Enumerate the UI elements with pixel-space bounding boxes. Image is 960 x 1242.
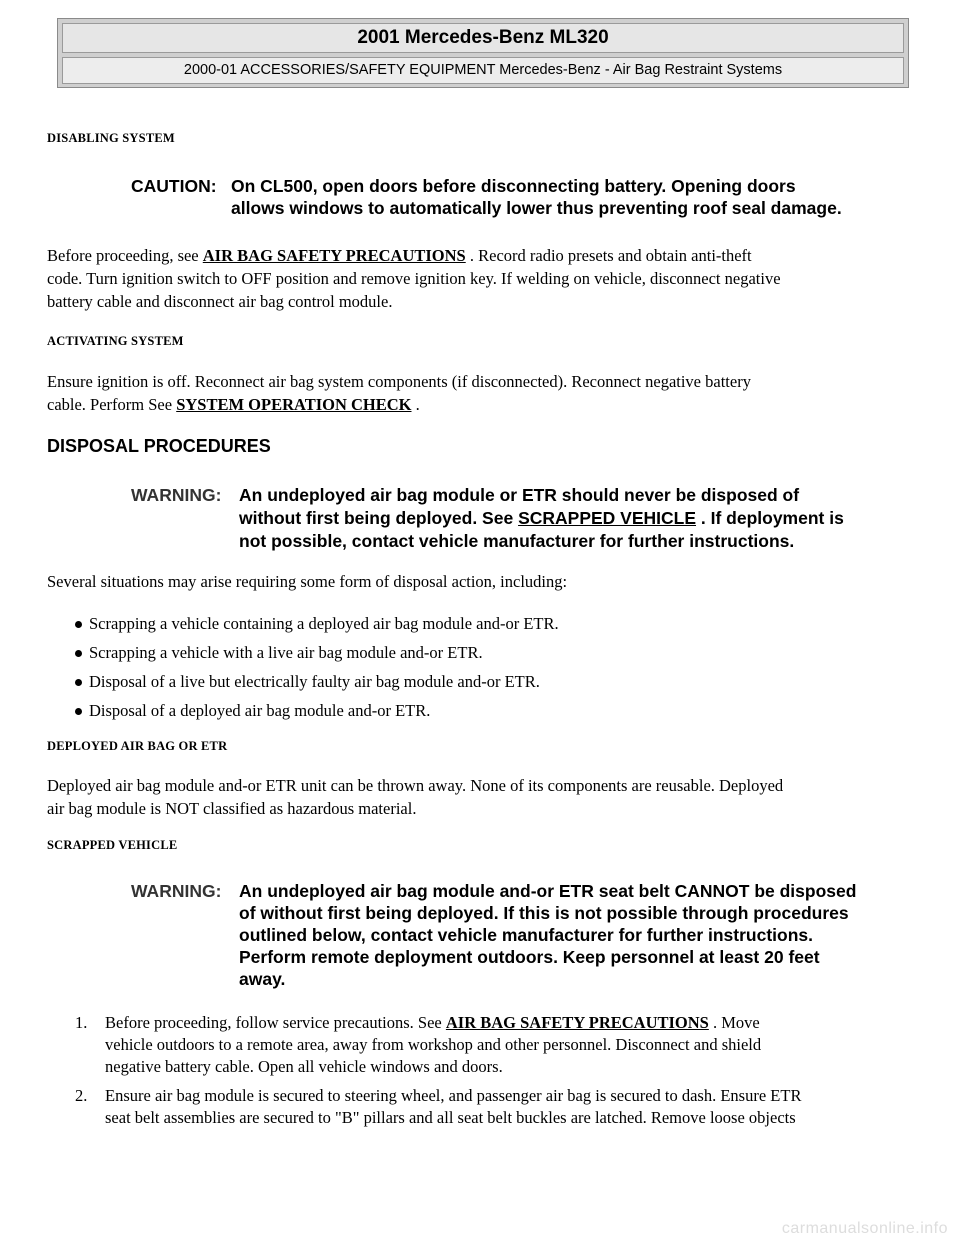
list-item [75, 642, 915, 671]
list-item-text: Disposal of a live but electrically faulty air bag module and-or ETR. [89, 672, 540, 691]
step-number: 2. [75, 1086, 88, 1105]
list-item-text: Scrapping a vehicle with a live air bag module and-or ETR. [89, 643, 483, 662]
deployed-line-2: air bag module is NOT classified as hazardous material. [47, 799, 417, 818]
document-title: 2001 Mercedes-Benz ML320 [62, 23, 904, 53]
warning-text-line-1: An undeployed air bag module or ETR should never be disposed of [239, 485, 800, 505]
scrapped-warning-line-1: An undeployed air bag module and-or ETR seat belt CANNOT be disposed [239, 881, 857, 901]
deployed-paragraph [47, 775, 927, 820]
heading-disabling-system: DISABLING SYSTEM [47, 131, 175, 145]
list-item-text: Scrapping a vehicle containing a deployed air bag module and-or ETR. [89, 614, 559, 633]
heading-activating-system: ACTIVATING SYSTEM [47, 334, 184, 348]
disposal-warning-note [131, 484, 921, 552]
disabling-text: Before proceeding, see [47, 246, 203, 265]
activating-line-1: Ensure ignition is off. Reconnect air bag system components (if disconnected). Reconnect negative battery [47, 372, 751, 391]
heading-disposal-procedures: DISPOSAL PROCEDURES [47, 436, 271, 456]
disposal-intro: Several situations may arise requiring some form of disposal action, including: [47, 572, 568, 591]
deployed-line-1: Deployed air bag module and-or ETR unit can be thrown away. None of its components are reusable. Deployed [47, 776, 784, 795]
scrapped-vehicle-link[interactable]: SCRAPPED VEHICLE [518, 508, 697, 528]
step-1-text: Before proceeding, follow service precautions. See [105, 1013, 446, 1032]
step-1-line-2: vehicle outdoors to a remote area, away from workshop and other personnel. Disconnect and shield [105, 1035, 762, 1054]
list-item-text: Disposal of a deployed air bag module and-or ETR. [89, 701, 431, 720]
heading-deployed-air-bag: DEPLOYED AIR BAG OR ETR [47, 739, 228, 753]
bullet-icon [75, 621, 82, 628]
step-number: 1. [75, 1013, 88, 1032]
disposal-situations-list [75, 613, 915, 729]
warning-label: WARNING: [131, 881, 222, 901]
scrapped-warning-note [131, 880, 931, 992]
disabling-text-cont: . Record radio presets and obtain anti-theft [465, 246, 752, 265]
scrapped-steps-list [75, 1012, 935, 1129]
caution-text-line-1: On CL500, open doors before disconnecting battery. Opening doors [231, 176, 796, 196]
scrapped-warning-line-5: away. [239, 969, 286, 989]
disabling-line-3: battery cable and disconnect air bag control module. [47, 292, 393, 311]
caution-label: CAUTION: [131, 176, 217, 196]
system-operation-check-link[interactable]: SYSTEM OPERATION CHECK [176, 395, 412, 414]
list-item [75, 671, 915, 700]
list-item [75, 700, 915, 729]
heading-scrapped-vehicle: SCRAPPED VEHICLE [47, 838, 178, 852]
bullet-icon [75, 679, 82, 686]
disabling-line-2: code. Turn ignition switch to OFF position and remove ignition key. If welding on vehicle, disconnect negative [47, 269, 781, 288]
warning-text-line-2-end: . If deployment is [696, 508, 844, 528]
caution-text-line-2: allows windows to automatically lower thus preventing roof seal damage. [231, 198, 842, 218]
step-item [75, 1085, 935, 1129]
step-2-line-1: Ensure air bag module is secured to steering wheel, and passenger air bag is secured to dash. Ensure ETR [105, 1086, 802, 1105]
warning-text-line-2: without first being deployed. See [239, 508, 519, 528]
step-item [75, 1012, 935, 1074]
step-2-line-2: seat belt assemblies are secured to "B" pillars and all seat belt buckles are latched. Remove loose objects [105, 1108, 796, 1127]
scrapped-warning-line-2: of without first being deployed. If this is not possible through procedures [239, 903, 849, 923]
document-header [57, 18, 909, 88]
document-subtitle: 2000-01 ACCESSORIES/SAFETY EQUIPMENT Mercedes-Benz - Air Bag Restraint Systems [62, 57, 904, 84]
site-watermark: carmanualsonline.info [781, 1220, 948, 1237]
disabling-paragraph [47, 245, 927, 313]
caution-note [131, 175, 911, 221]
air-bag-safety-precautions-link[interactable]: AIR BAG SAFETY PRECAUTIONS [202, 246, 466, 265]
step-1-line-3: negative battery cable. Open all vehicle windows and doors. [105, 1057, 503, 1076]
bullet-icon [75, 650, 82, 657]
scrapped-warning-line-3: outlined below, contact vehicle manufacturer for further instructions. [239, 925, 814, 945]
list-item [75, 613, 915, 642]
activating-line-2-end: . [411, 395, 420, 414]
scrapped-warning-line-4: Perform remote deployment outdoors. Keep personnel at least 20 feet [239, 947, 820, 967]
air-bag-safety-precautions-link-2[interactable]: AIR BAG SAFETY PRECAUTIONS [445, 1013, 709, 1032]
step-1-text-end: . Move [708, 1013, 760, 1032]
warning-label: WARNING: [131, 485, 222, 505]
bullet-icon [75, 708, 82, 715]
warning-text-line-3: not possible, contact vehicle manufacturer for further instructions. [239, 531, 795, 551]
activating-paragraph [47, 371, 927, 416]
activating-line-2: cable. Perform See [47, 395, 177, 414]
